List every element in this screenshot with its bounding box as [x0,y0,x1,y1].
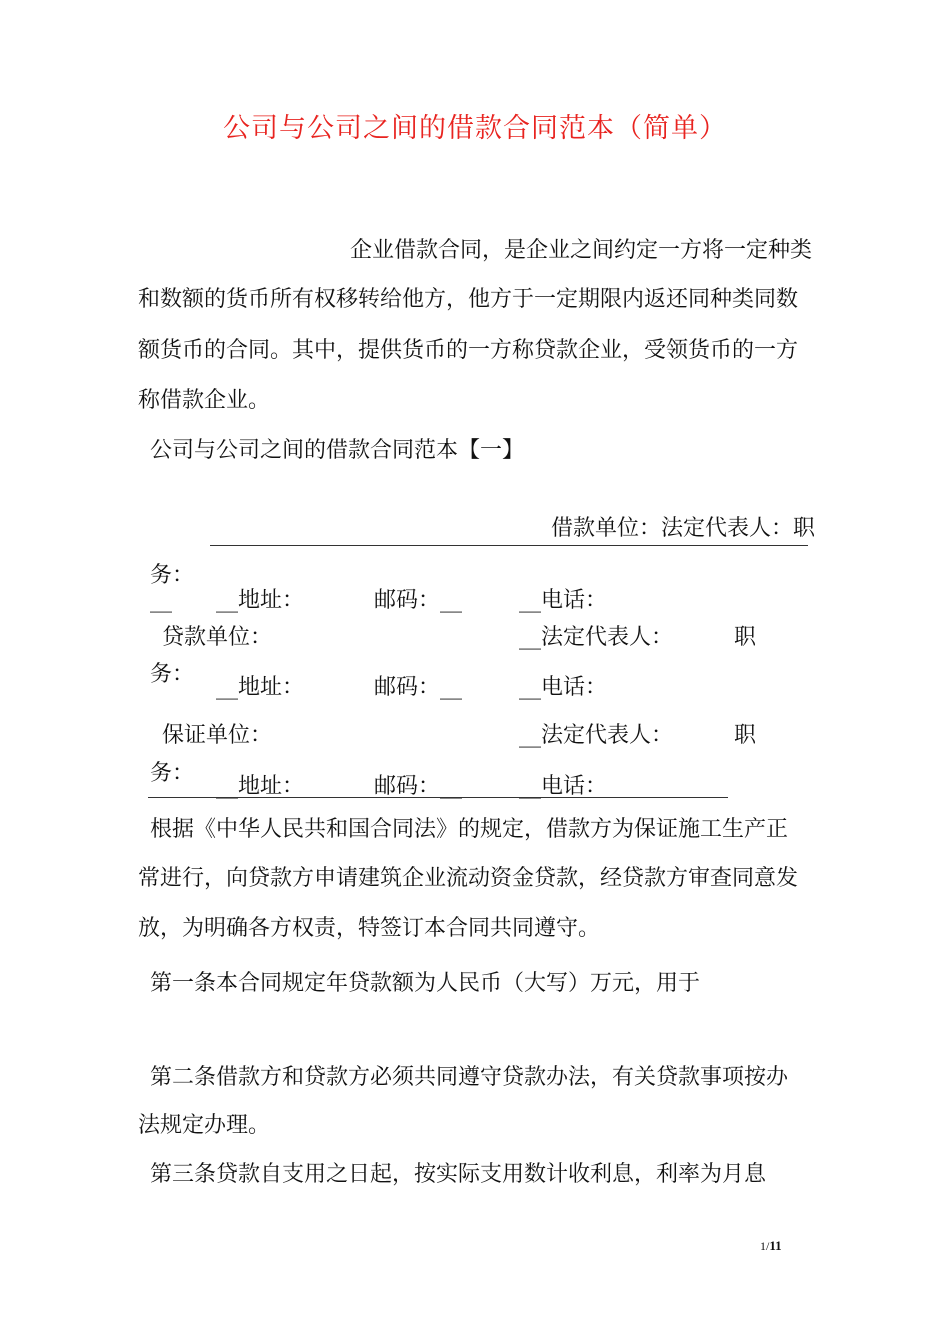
article-2-line-2: 法规定办理。 [138,1113,271,1138]
lender-rep-label: __法定代表人： [519,625,674,650]
guarantor-underline [148,797,728,798]
guarantor-job-label-b: 务： [150,761,195,786]
lender-job-label-b: 务： [150,662,195,687]
lender-address-label: __地址： [216,675,305,700]
borrower-job-label: 务： [150,563,195,588]
body-p1-line-2: 常进行，向贷款方申请建筑企业流动资金贷款，经贷款方审查同意发 [138,866,799,891]
intro-line-2: 和数额的货币所有权移转给他方，他方于一定期限内返还同种类同数 [138,287,799,312]
lender-phone-label: __电话： [519,675,608,700]
page-number [760,1238,782,1254]
guarantor-postcode-label: 邮码：__ [374,774,463,799]
article-2-line-1: 第二条借款方和贷款方必须共同遵守贷款办法，有关贷款事项按办 [150,1065,789,1090]
borrower-postcode-label: 邮码：__ [374,588,463,613]
body-p1-line-1: 根据《中华人民共和国合同法》的规定，借款方为保证施工生产正 [150,817,789,842]
lender-unit-label: 贷款单位： [162,625,273,650]
section-heading: 公司与公司之间的借款合同范本【一】 [150,438,525,463]
borrower-underline [210,545,808,546]
intro-line-4: 称借款企业。 [138,388,271,413]
lender-postcode-label: 邮码：__ [374,675,463,700]
borrower-header: 借款单位：法定代表人：职 [551,516,816,541]
borrower-phone-label: __电话： [519,588,608,613]
document-title: 公司与公司之间的借款合同范本（简单） [223,113,727,144]
article-3: 第三条贷款自支用之日起，按实际支用数计收利息，利率为月息 [150,1162,767,1187]
borrower-lead-blank: __ [150,588,172,613]
page-current: 1/ [760,1239,770,1253]
guarantor-job-label-a: 职 [734,723,757,748]
guarantor-rep-label: __法定代表人： [519,723,674,748]
article-1: 第一条本合同规定年贷款额为人民币（大写）万元，用于 [150,971,701,996]
guarantor-unit-label: 保证单位： [162,723,273,748]
guarantor-address-label: __地址： [216,774,305,799]
lender-job-label-a: 职 [734,625,757,650]
page-total: 11 [769,1238,782,1253]
guarantor-phone-label: __电话： [519,774,608,799]
intro-line-3: 额货币的合同。其中，提供货币的一方称贷款企业，受领货币的一方 [138,338,799,363]
intro-line-1: 企业借款合同，是企业之间约定一方将一定种类 [350,238,813,263]
body-p1-line-3: 放，为明确各方权责，特签订本合同共同遵守。 [138,916,601,941]
borrower-address-label: __地址： [216,588,305,613]
